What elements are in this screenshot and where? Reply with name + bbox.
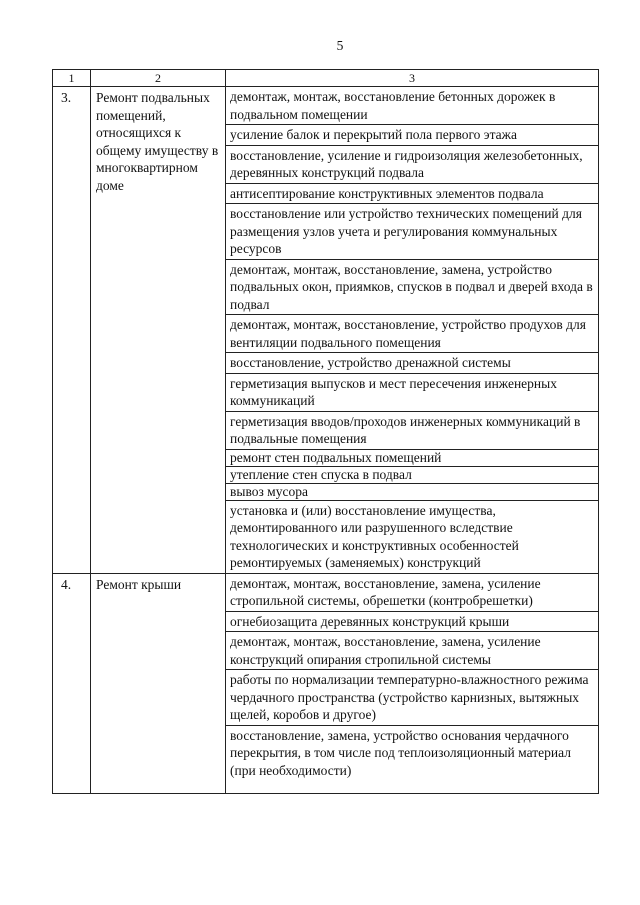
work-item: работы по нормализации температурно-влажностного режима чердачного пространства (устройство карнизных, вытяжных щелей, коробов и другое) xyxy=(226,670,598,726)
section-row-3 xyxy=(53,87,598,574)
works-table xyxy=(52,69,599,794)
work-item: герметизация выпусков и мест пересечения инженерных коммуникаций xyxy=(226,374,598,412)
section-title: Ремонт подвальных помещений, относящихся к общему имуществу в многоквартирном доме xyxy=(91,87,226,573)
section-title: Ремонт крыши xyxy=(91,574,226,794)
header-col-3: 3 xyxy=(409,71,415,85)
work-item: установка и (или) восстановление имущества, демонтированного или разрушенного вследствие технологических и конструктивных особенностей ремонтируемых (заменяемых) конструкций xyxy=(230,502,519,570)
work-item: антисептирование конструктивных элементов подвала xyxy=(226,184,598,205)
work-item: усиление балок и перекрытий пола первого этажа xyxy=(226,125,598,146)
work-item: восстановление, усиление и гидроизоляция железобетонных, деревянных конструкций подвала xyxy=(226,146,598,184)
section-number: 4. xyxy=(53,574,91,794)
work-item: огнебиозащита деревянных конструкций крыши xyxy=(226,612,598,633)
work-item: герметизация вводов/проходов инженерных коммуникаций в подвальные помещения xyxy=(226,412,598,450)
work-item: демонтаж, монтаж, восстановление, замена, усиление конструкций опирания стропильной системы xyxy=(226,632,598,670)
work-item: восстановление, замена, устройство основания чердачного перекрытия, в том числе под теплоизоляционный материал (при необходимости) xyxy=(230,727,571,778)
work-item: восстановление, устройство дренажной системы xyxy=(226,353,598,374)
work-item: демонтаж, монтаж, восстановление, замена, усиление стропильной системы, обрешетки (контробрешетки) xyxy=(226,574,598,612)
header-col-2: 2 xyxy=(91,70,226,86)
work-item: демонтаж, монтаж, восстановление, замена, устройство подвальных окон, приямков, спусков в подвал и дверей входа в подвал xyxy=(226,260,598,316)
section-items xyxy=(226,87,598,573)
work-item: восстановление или устройство технических помещений для размещения узлов учета и регулирования коммунальных ресурсов xyxy=(226,204,598,260)
header-col-1: 1 xyxy=(53,70,91,86)
section-row-4 xyxy=(53,574,598,794)
work-item: вывоз мусора xyxy=(226,484,598,501)
section-number: 3. xyxy=(53,87,91,573)
work-item: демонтаж, монтаж, восстановление бетонных дорожек в подвальном помещении xyxy=(226,87,598,125)
page-number: 5 xyxy=(336,38,344,53)
work-item: утепление стен спуска в подвал xyxy=(226,467,598,484)
table-header-row xyxy=(53,70,598,87)
work-item: демонтаж, монтаж, восстановление, устройство продухов для вентиляции подвального помещения xyxy=(226,315,598,353)
work-item: ремонт стен подвальных помещений xyxy=(226,450,598,467)
section-items xyxy=(226,574,598,794)
